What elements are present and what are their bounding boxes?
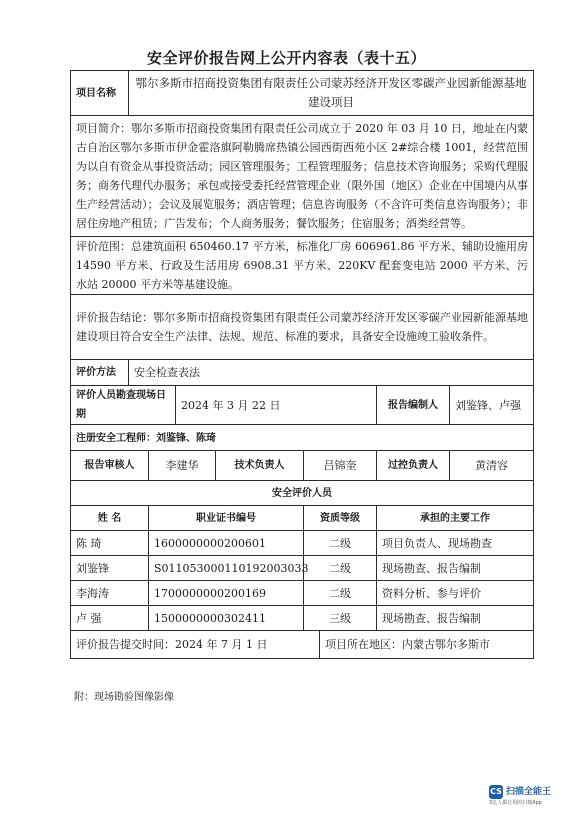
submit-time: 评价报告提交时间：2024 年 7 月 1 日	[71, 631, 320, 659]
evaluation-conclusion: 评价报告结论：鄂尔多斯市招商投资集团有限责任公司蒙苏经济开发区零碳产业园新能源基地建设项目符合安全生产法律、法规、规范、标准的要求，具备安全设施竣工验收条件。	[76, 311, 529, 343]
scanner-app-name: 扫描全能王	[506, 787, 552, 797]
survey-row	[71, 386, 534, 425]
auditor-value: 李建华	[149, 451, 216, 481]
project-intro: 项目简介：鄂尔多斯市招商投资集团有限责任公司成立于 2020 年 03 月 10 日，地址在内蒙古自治区鄂尔多斯市伊金霍洛旗阿勒腾席热镇公园西街西苑小区 2#综合楼 1001，经营范围为以自有资金从事投资活动；园区管理服务；工程管理服务；信息技术咨询服务；采购代理服务；商务代理代办服务；承包或接受委托经营管理企业（限外国（地区）企业在中国境内从事生产经营活动）；会议及展览服务；酒店管理；信息咨询服务（不含许可类信息咨询服务）；非居住房地产租赁；广告发布；个人商务服务；餐饮服务；住宿服务；酒类经营等。	[76, 122, 529, 230]
person-grade: 二级	[304, 556, 377, 581]
person-certificate: 1700000000200169	[149, 581, 304, 606]
method-label: 评价方法	[71, 360, 129, 386]
project-region: 项目所在地区：内蒙古鄂尔多斯市	[320, 631, 534, 659]
column-name: 姓 名	[71, 506, 149, 531]
disclosure-table	[70, 70, 534, 659]
personnel-header-row	[71, 481, 534, 506]
conclusion-row	[71, 295, 534, 360]
control-lead-label: 过控负责人	[377, 451, 450, 481]
submit-row	[71, 631, 534, 659]
person-grade: 二级	[304, 531, 377, 556]
project-row	[71, 71, 534, 116]
person-name: 刘鉴锋	[71, 556, 149, 581]
person-duty: 资料分析、参与评价	[377, 581, 534, 606]
person-certificate: 1600000000200601	[149, 531, 304, 556]
method-value: 安全检查表法	[129, 360, 534, 386]
tech-lead-label: 技术负责人	[216, 451, 304, 481]
person-grade: 三级	[304, 606, 377, 631]
page-title: 安全评价报告网上公开内容表（表十五）	[146, 49, 426, 67]
column-certificate: 职业证书编号	[149, 506, 304, 531]
auditor-label: 报告审核人	[71, 451, 149, 481]
scanner-slogan: 3亿人都在用的扫描App	[489, 800, 542, 806]
person-duty: 现场勘查、报告编制	[377, 606, 534, 631]
person-name: 陈 琦	[71, 531, 149, 556]
evaluation-scope: 评价范围：总建筑面积 650460.17 平方米，标准化厂房 606961.86 平方米、辅助设施用房 14590 平方米、行政及生活用房 6908.31 平方米、220KV 配套变电站 2000 平方米、污水站 20000 平方米等基建设施。	[76, 240, 529, 291]
editor-value: 刘鉴锋、卢强	[450, 386, 534, 425]
survey-date-label: 评价人员勘查现场日期	[71, 386, 176, 425]
scanner-watermark	[489, 783, 565, 807]
person-duty: 项目负责人、现场勘查	[377, 531, 534, 556]
engineer-text: 注册安全工程师：刘鉴锋、陈琦	[76, 432, 216, 444]
person-grade: 二级	[304, 581, 377, 606]
survey-date-value: 2024 年 3 月 22 日	[176, 386, 377, 425]
column-grade: 资质等级	[304, 506, 377, 531]
control-lead-value: 黄清容	[450, 451, 534, 481]
table-row	[71, 531, 534, 556]
reviewers-row	[71, 451, 534, 481]
tech-lead-value: 吕锦奎	[304, 451, 377, 481]
registered-engineers	[71, 425, 534, 451]
personnel-header: 安全评价人员	[71, 481, 534, 506]
table-row	[71, 556, 534, 581]
project-name-label: 项目名称	[71, 71, 129, 116]
table-row	[71, 581, 534, 606]
person-name: 李海涛	[71, 581, 149, 606]
project-name-value: 鄂尔多斯市招商投资集团有限责任公司蒙苏经济开发区零碳产业园新能源基地建设项目	[129, 71, 534, 116]
table-row	[71, 606, 534, 631]
attachment-note: 附：现场勘验图像影像	[74, 692, 174, 703]
person-name: 卢 强	[71, 606, 149, 631]
scanner-logo-icon: CS	[489, 785, 503, 799]
scope-row	[71, 237, 534, 295]
method-row	[71, 360, 534, 386]
editor-label: 报告编制人	[377, 386, 450, 425]
intro-row	[71, 116, 534, 237]
person-certificate: S011053000110192003033	[149, 556, 304, 581]
column-duty: 承担的主要工作	[377, 506, 534, 531]
engineer-row	[71, 425, 534, 451]
person-duty: 现场勘查、报告编制	[377, 556, 534, 581]
personnel-columns-row	[71, 506, 534, 531]
person-certificate: 1500000000302411	[149, 606, 304, 631]
